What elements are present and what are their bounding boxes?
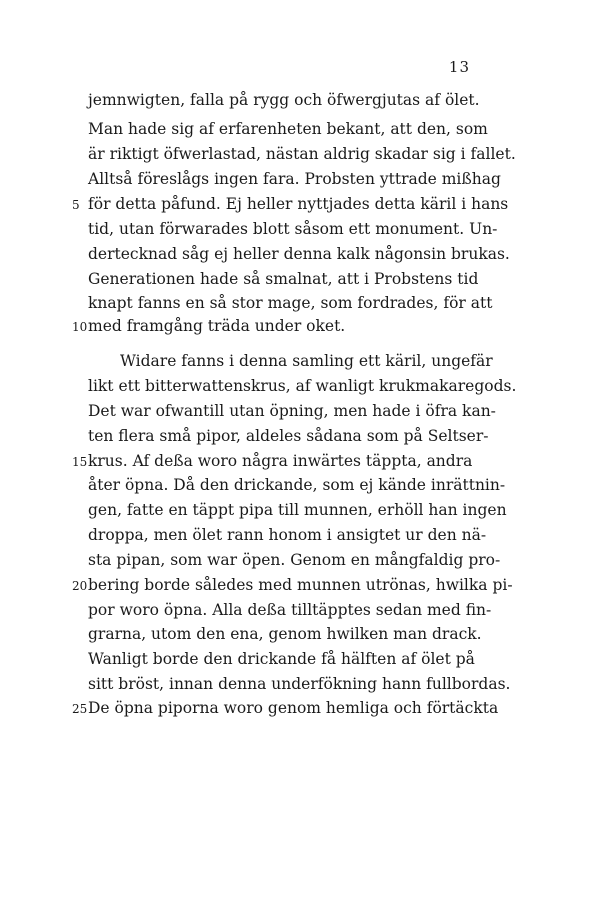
text-line: Generationen hade så smalnat, att i Probstens tid	[88, 270, 479, 288]
text-line: ten flera små pipor, aldeles sådana som på Seltser-	[88, 427, 489, 445]
text-line: likt ett bitterwattenskrus, af wanligt krukmakaregods.	[88, 377, 517, 395]
text-line: med framgång träda under oket.	[88, 317, 346, 335]
text-line: sitt bröst, innan denna underfökning hann fullbordas.	[88, 675, 511, 693]
text-line: gen, fatte en täppt pipa till munnen, erhöll han ingen	[88, 501, 507, 519]
line-number: 10	[72, 320, 88, 334]
text-line: jemnwigten, falla på rygg och öfwergjutas af ölet.	[88, 91, 480, 109]
text-line: krus. Af deßa woro några inwärtes täppta, andra	[88, 452, 473, 470]
text-line: Alltså föreslågs ingen fara. Probsten yttrade mißhag	[88, 170, 501, 188]
line-number: 25	[72, 702, 88, 716]
text-line: Wanligt borde den drickande få hälften af ölet på	[88, 650, 475, 668]
text-line: De öpna piporna woro genom hemliga och förtäckta	[88, 699, 499, 717]
text-line: åter öpna. Då den drickande, som ej kände inrättnin-	[88, 476, 506, 494]
text-line: bering borde således med munnen utrönas, hwilka pi-	[88, 576, 513, 594]
text-line: är riktigt öfwerlastad, nästan aldrig skadar sig i fallet.	[88, 145, 516, 163]
page-number: 13	[448, 58, 470, 76]
text-line: grarna, utom den ena, genom hwilken man drack.	[88, 625, 482, 643]
line-number: 20	[72, 579, 88, 593]
text-line: för detta påfund. Ej heller nyttjades detta käril i hans	[88, 195, 509, 213]
text-line: Man hade sig af erfarenheten bekant, att den, som	[88, 120, 488, 138]
text-line: droppa, men ölet rann honom i ansigtet ur den nä-	[88, 526, 487, 544]
text-line: Det war ofwantill utan öpning, men hade i öfra kan-	[88, 402, 496, 420]
text-line: dertecknad såg ej heller denna kalk någonsin brukas.	[88, 245, 510, 263]
text-line: tid, utan förwarades blott såsom ett monument. Un-	[88, 220, 498, 238]
line-number: 15	[72, 455, 88, 469]
text-line: knapt fanns en så stor mage, som fordrades, för att	[88, 294, 493, 312]
line-number: 5	[72, 198, 80, 212]
text-line: por woro öpna. Alla deßa tilltäpptes sedan med fin-	[88, 601, 492, 619]
text-line: sta pipan, som war öpen. Genom en mångfaldig pro-	[88, 551, 501, 569]
text-line: Widare fanns i denna samling ett käril, ungefär	[120, 352, 493, 370]
